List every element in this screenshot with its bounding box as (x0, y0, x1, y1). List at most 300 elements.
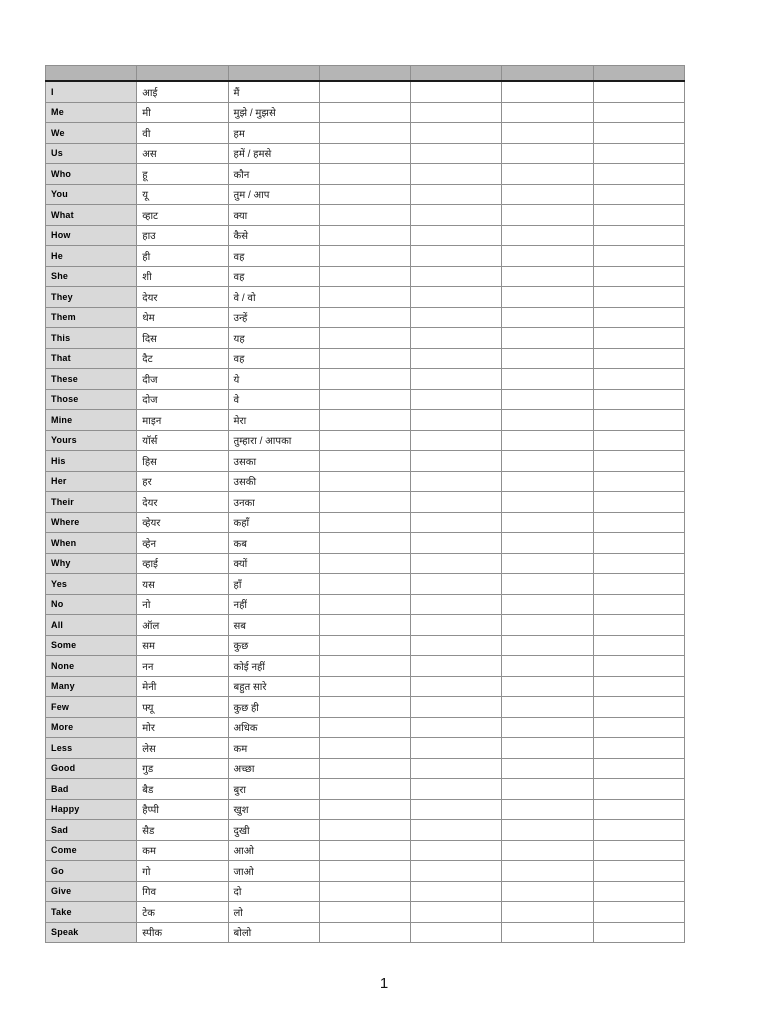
empty-cell (411, 471, 502, 492)
english-word-cell: Good (46, 758, 137, 779)
empty-cell (411, 184, 502, 205)
table-row (46, 902, 685, 923)
hindi-meaning-cell: हम (228, 123, 319, 144)
table-row (46, 205, 685, 226)
english-word-cell: When (46, 533, 137, 554)
english-word-cell: Bad (46, 779, 137, 800)
empty-cell (593, 81, 684, 102)
empty-cell (319, 758, 410, 779)
empty-cell (593, 348, 684, 369)
table-row (46, 307, 685, 328)
table-row (46, 656, 685, 677)
empty-cell (502, 451, 593, 472)
hindi-meaning-cell: कहाँ (228, 512, 319, 533)
table-row (46, 492, 685, 513)
hindi-meaning-cell: हाँ (228, 574, 319, 595)
empty-cell (593, 102, 684, 123)
table-row (46, 389, 685, 410)
empty-cell (502, 287, 593, 308)
table-row (46, 410, 685, 431)
english-word-cell: Who (46, 164, 137, 185)
empty-cell (411, 861, 502, 882)
empty-cell (593, 799, 684, 820)
empty-cell (502, 143, 593, 164)
english-word-cell: Yours (46, 430, 137, 451)
empty-cell (593, 553, 684, 574)
table-row (46, 779, 685, 800)
english-word-cell: Go (46, 861, 137, 882)
hindi-pronunciation-cell: लेस (137, 738, 228, 759)
empty-cell (319, 533, 410, 554)
empty-cell (411, 656, 502, 677)
table-row (46, 861, 685, 882)
english-word-cell: Why (46, 553, 137, 574)
table-header-row (46, 66, 685, 82)
english-word-cell: Some (46, 635, 137, 656)
empty-cell (319, 81, 410, 102)
empty-cell (593, 328, 684, 349)
empty-cell (593, 184, 684, 205)
empty-cell (319, 143, 410, 164)
empty-cell (319, 102, 410, 123)
empty-cell (411, 164, 502, 185)
english-word-cell: Less (46, 738, 137, 759)
hindi-pronunciation-cell: देयर (137, 287, 228, 308)
empty-cell (502, 574, 593, 595)
table-row (46, 328, 685, 349)
hindi-meaning-cell: उसका (228, 451, 319, 472)
empty-cell (593, 225, 684, 246)
empty-cell (502, 205, 593, 226)
hindi-meaning-cell: कोई नहीं (228, 656, 319, 677)
empty-cell (411, 143, 502, 164)
empty-cell (502, 123, 593, 144)
empty-cell (593, 164, 684, 185)
empty-cell (319, 840, 410, 861)
empty-cell (593, 594, 684, 615)
hindi-meaning-cell: कुछ ही (228, 697, 319, 718)
hindi-meaning-cell: ये (228, 369, 319, 390)
vocabulary-table (45, 65, 685, 943)
hindi-pronunciation-cell: यस (137, 574, 228, 595)
english-word-cell: Me (46, 102, 137, 123)
empty-cell (319, 512, 410, 533)
empty-cell (593, 512, 684, 533)
empty-cell (593, 266, 684, 287)
table-row (46, 799, 685, 820)
empty-cell (502, 697, 593, 718)
hindi-pronunciation-cell: ही (137, 246, 228, 267)
table-row (46, 225, 685, 246)
empty-cell (319, 553, 410, 574)
hindi-meaning-cell: बहुत सारे (228, 676, 319, 697)
empty-cell (502, 840, 593, 861)
empty-cell (411, 102, 502, 123)
table-row (46, 717, 685, 738)
english-word-cell: How (46, 225, 137, 246)
empty-cell (411, 922, 502, 943)
hindi-pronunciation-cell: स्पीक (137, 922, 228, 943)
empty-cell (319, 184, 410, 205)
english-word-cell: These (46, 369, 137, 390)
empty-cell (593, 717, 684, 738)
table-row (46, 697, 685, 718)
english-word-cell: All (46, 615, 137, 636)
empty-cell (502, 410, 593, 431)
empty-cell (593, 697, 684, 718)
hindi-pronunciation-cell: हिस (137, 451, 228, 472)
empty-cell (593, 881, 684, 902)
empty-cell (319, 861, 410, 882)
hindi-meaning-cell: मेरा (228, 410, 319, 431)
empty-cell (593, 840, 684, 861)
empty-cell (411, 225, 502, 246)
hindi-pronunciation-cell: देयर (137, 492, 228, 513)
empty-cell (319, 594, 410, 615)
empty-cell (411, 820, 502, 841)
hindi-pronunciation-cell: हैप्पी (137, 799, 228, 820)
empty-cell (411, 512, 502, 533)
hindi-meaning-cell: कैसे (228, 225, 319, 246)
empty-cell (593, 574, 684, 595)
english-word-cell: Give (46, 881, 137, 902)
hindi-pronunciation-cell: हर (137, 471, 228, 492)
table-row (46, 451, 685, 472)
table-row (46, 246, 685, 267)
hindi-pronunciation-cell: मी (137, 102, 228, 123)
empty-cell (502, 246, 593, 267)
english-word-cell: Them (46, 307, 137, 328)
empty-cell (319, 738, 410, 759)
empty-cell (411, 369, 502, 390)
hindi-meaning-cell: अधिक (228, 717, 319, 738)
empty-cell (593, 492, 684, 513)
empty-cell (502, 635, 593, 656)
empty-cell (319, 492, 410, 513)
empty-cell (593, 635, 684, 656)
empty-cell (411, 594, 502, 615)
empty-cell (319, 225, 410, 246)
hindi-meaning-cell: वह (228, 348, 319, 369)
empty-cell (319, 799, 410, 820)
header-cell (46, 66, 137, 82)
english-word-cell: What (46, 205, 137, 226)
empty-cell (593, 205, 684, 226)
empty-cell (411, 697, 502, 718)
empty-cell (319, 246, 410, 267)
header-cell (137, 66, 228, 82)
empty-cell (502, 799, 593, 820)
english-word-cell: Mine (46, 410, 137, 431)
hindi-pronunciation-cell: आई (137, 81, 228, 102)
header-cell (502, 66, 593, 82)
empty-cell (411, 81, 502, 102)
table-row (46, 287, 685, 308)
empty-cell (319, 348, 410, 369)
empty-cell (502, 81, 593, 102)
hindi-meaning-cell: जाओ (228, 861, 319, 882)
empty-cell (411, 389, 502, 410)
empty-cell (593, 410, 684, 431)
hindi-meaning-cell: क्यों (228, 553, 319, 574)
empty-cell (593, 430, 684, 451)
hindi-meaning-cell: हमें / हमसे (228, 143, 319, 164)
hindi-meaning-cell: बुरा (228, 779, 319, 800)
hindi-pronunciation-cell: व्हाट (137, 205, 228, 226)
hindi-meaning-cell: दुखी (228, 820, 319, 841)
empty-cell (502, 348, 593, 369)
table-row (46, 369, 685, 390)
table-row (46, 840, 685, 861)
hindi-meaning-cell: उनका (228, 492, 319, 513)
hindi-pronunciation-cell: दिस (137, 328, 228, 349)
hindi-meaning-cell: खुश (228, 799, 319, 820)
empty-cell (319, 410, 410, 431)
empty-cell (319, 389, 410, 410)
hindi-meaning-cell: तुम / आप (228, 184, 319, 205)
hindi-meaning-cell: उसकी (228, 471, 319, 492)
empty-cell (319, 902, 410, 923)
hindi-meaning-cell: सब (228, 615, 319, 636)
table-row (46, 533, 685, 554)
hindi-meaning-cell: दो (228, 881, 319, 902)
table-row (46, 676, 685, 697)
empty-cell (502, 717, 593, 738)
empty-cell (502, 922, 593, 943)
hindi-meaning-cell: कब (228, 533, 319, 554)
table-row (46, 922, 685, 943)
english-word-cell: We (46, 123, 137, 144)
empty-cell (411, 635, 502, 656)
table-row (46, 143, 685, 164)
english-word-cell: Where (46, 512, 137, 533)
english-word-cell: None (46, 656, 137, 677)
empty-cell (593, 615, 684, 636)
empty-cell (319, 123, 410, 144)
empty-cell (411, 758, 502, 779)
hindi-pronunciation-cell: व्हेन (137, 533, 228, 554)
hindi-meaning-cell: कुछ (228, 635, 319, 656)
hindi-meaning-cell: अच्छा (228, 758, 319, 779)
empty-cell (411, 205, 502, 226)
hindi-meaning-cell: क्या (228, 205, 319, 226)
empty-cell (502, 615, 593, 636)
hindi-pronunciation-cell: मोर (137, 717, 228, 738)
hindi-pronunciation-cell: माइन (137, 410, 228, 431)
empty-cell (411, 430, 502, 451)
empty-cell (502, 492, 593, 513)
empty-cell (502, 758, 593, 779)
table-row (46, 123, 685, 144)
hindi-meaning-cell: मुझे / मुझसे (228, 102, 319, 123)
empty-cell (502, 471, 593, 492)
empty-cell (411, 799, 502, 820)
table-row (46, 881, 685, 902)
english-word-cell: His (46, 451, 137, 472)
hindi-meaning-cell: उन्हें (228, 307, 319, 328)
hindi-pronunciation-cell: बैड (137, 779, 228, 800)
empty-cell (593, 902, 684, 923)
hindi-meaning-cell: बोलो (228, 922, 319, 943)
header-cell (411, 66, 502, 82)
hindi-pronunciation-cell: थेम (137, 307, 228, 328)
empty-cell (319, 697, 410, 718)
table-row (46, 471, 685, 492)
hindi-meaning-cell: वे / वो (228, 287, 319, 308)
empty-cell (411, 307, 502, 328)
hindi-pronunciation-cell: वी (137, 123, 228, 144)
empty-cell (502, 328, 593, 349)
hindi-meaning-cell: नहीं (228, 594, 319, 615)
empty-cell (319, 574, 410, 595)
empty-cell (319, 922, 410, 943)
empty-cell (319, 328, 410, 349)
table-row (46, 594, 685, 615)
hindi-pronunciation-cell: हाउ (137, 225, 228, 246)
english-word-cell: Come (46, 840, 137, 861)
empty-cell (411, 533, 502, 554)
empty-cell (319, 656, 410, 677)
empty-cell (593, 758, 684, 779)
table-row (46, 102, 685, 123)
english-word-cell: Sad (46, 820, 137, 841)
hindi-meaning-cell: यह (228, 328, 319, 349)
header-cell (228, 66, 319, 82)
english-word-cell: I (46, 81, 137, 102)
header-cell (593, 66, 684, 82)
hindi-meaning-cell: वह (228, 266, 319, 287)
english-word-cell: Speak (46, 922, 137, 943)
empty-cell (319, 471, 410, 492)
hindi-pronunciation-cell: ऑल (137, 615, 228, 636)
empty-cell (593, 389, 684, 410)
empty-cell (502, 369, 593, 390)
hindi-pronunciation-cell: कम (137, 840, 228, 861)
english-word-cell: This (46, 328, 137, 349)
table-row (46, 164, 685, 185)
english-word-cell: Yes (46, 574, 137, 595)
english-word-cell: Few (46, 697, 137, 718)
empty-cell (502, 738, 593, 759)
empty-cell (411, 615, 502, 636)
empty-cell (319, 779, 410, 800)
empty-cell (502, 861, 593, 882)
hindi-pronunciation-cell: नन (137, 656, 228, 677)
hindi-pronunciation-cell: दीज (137, 369, 228, 390)
table-row (46, 574, 685, 595)
empty-cell (593, 656, 684, 677)
empty-cell (319, 820, 410, 841)
table-row (46, 184, 685, 205)
empty-cell (593, 451, 684, 472)
english-word-cell: Happy (46, 799, 137, 820)
empty-cell (593, 738, 684, 759)
hindi-pronunciation-cell: दैट (137, 348, 228, 369)
empty-cell (593, 533, 684, 554)
empty-cell (319, 430, 410, 451)
empty-cell (411, 881, 502, 902)
hindi-pronunciation-cell: नो (137, 594, 228, 615)
empty-cell (411, 553, 502, 574)
english-word-cell: Us (46, 143, 137, 164)
empty-cell (593, 143, 684, 164)
hindi-pronunciation-cell: व्हाई (137, 553, 228, 574)
empty-cell (593, 287, 684, 308)
hindi-pronunciation-cell: यॉर्स (137, 430, 228, 451)
empty-cell (593, 307, 684, 328)
empty-cell (411, 410, 502, 431)
empty-cell (502, 164, 593, 185)
empty-cell (593, 123, 684, 144)
hindi-pronunciation-cell: मेनी (137, 676, 228, 697)
hindi-pronunciation-cell: दोज (137, 389, 228, 410)
empty-cell (502, 533, 593, 554)
hindi-pronunciation-cell: टेक (137, 902, 228, 923)
hindi-pronunciation-cell: गुड (137, 758, 228, 779)
empty-cell (502, 102, 593, 123)
empty-cell (319, 287, 410, 308)
empty-cell (411, 246, 502, 267)
empty-cell (411, 574, 502, 595)
empty-cell (411, 348, 502, 369)
english-word-cell: You (46, 184, 137, 205)
empty-cell (319, 635, 410, 656)
hindi-meaning-cell: वे (228, 389, 319, 410)
hindi-pronunciation-cell: गिव (137, 881, 228, 902)
empty-cell (502, 512, 593, 533)
empty-cell (593, 246, 684, 267)
empty-cell (502, 430, 593, 451)
empty-cell (411, 902, 502, 923)
empty-cell (502, 225, 593, 246)
hindi-pronunciation-cell: हू (137, 164, 228, 185)
english-word-cell: Take (46, 902, 137, 923)
english-word-cell: Their (46, 492, 137, 513)
empty-cell (502, 676, 593, 697)
empty-cell (319, 307, 410, 328)
empty-cell (319, 266, 410, 287)
hindi-pronunciation-cell: शी (137, 266, 228, 287)
vocab-table-body (46, 81, 685, 943)
hindi-meaning-cell: कम (228, 738, 319, 759)
empty-cell (593, 820, 684, 841)
table-row (46, 635, 685, 656)
empty-cell (319, 676, 410, 697)
table-row (46, 430, 685, 451)
empty-cell (502, 307, 593, 328)
hindi-pronunciation-cell: यू (137, 184, 228, 205)
table-row (46, 820, 685, 841)
hindi-meaning-cell: मैं (228, 81, 319, 102)
hindi-pronunciation-cell: व्हेयर (137, 512, 228, 533)
hindi-meaning-cell: आओ (228, 840, 319, 861)
table-row (46, 81, 685, 102)
empty-cell (319, 717, 410, 738)
hindi-pronunciation-cell: गो (137, 861, 228, 882)
table-row (46, 348, 685, 369)
empty-cell (319, 205, 410, 226)
empty-cell (411, 266, 502, 287)
english-word-cell: That (46, 348, 137, 369)
empty-cell (411, 738, 502, 759)
empty-cell (319, 164, 410, 185)
header-cell (319, 66, 410, 82)
empty-cell (411, 779, 502, 800)
empty-cell (319, 881, 410, 902)
table-row (46, 738, 685, 759)
table-row (46, 615, 685, 636)
empty-cell (411, 287, 502, 308)
